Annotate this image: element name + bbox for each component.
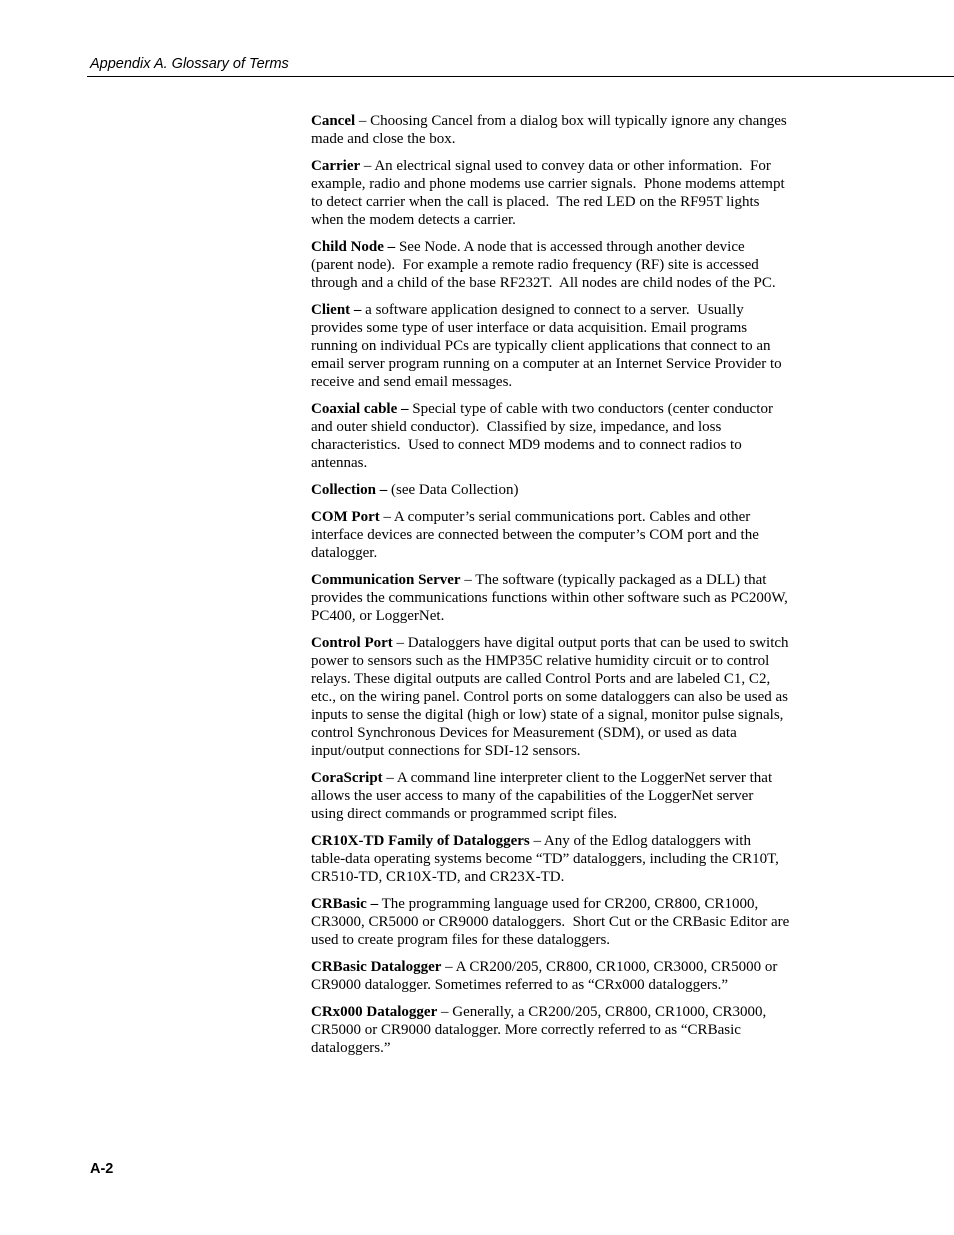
definition-line: through and a child of the base RF232T. All nodes are child nodes of the PC. [311, 275, 776, 291]
glossary-entry [311, 634, 831, 760]
definition-line: CR9000 datalogger. Sometimes referred to as “CRx000 dataloggers.” [311, 977, 728, 993]
definition-line: relays. These digital outputs are called Control Ports and are labeled C1, C2, [311, 671, 771, 687]
glossary-entry [311, 400, 831, 472]
definition-line: a software application designed to connect to a server. Usually [365, 302, 744, 318]
definition-line: to detect carrier when the call is placed. The red LED on the RF95T lights [311, 194, 760, 210]
term-separator: – [355, 113, 371, 129]
definition-line: CR3000, CR5000 or CR9000 dataloggers. Short Cut or the CRBasic Editor are [311, 914, 790, 930]
glossary-term: CoraScript [311, 770, 383, 786]
glossary-term: COM Port [311, 509, 380, 525]
definition-line: used to create program files for these dataloggers. [311, 932, 611, 948]
glossary-entry [311, 481, 831, 499]
glossary-entry [311, 301, 831, 391]
glossary-entry [311, 238, 831, 292]
definition-line: table-data operating systems become “TD” dataloggers, including the CR10T, [311, 851, 779, 867]
definition-line: datalogger. [311, 545, 378, 561]
term-separator: – [529, 833, 544, 849]
definition-line: See Node. A node that is accessed through another device [398, 239, 745, 255]
definition-line: Special type of cable with two conductors (center conductor [412, 401, 773, 417]
definition-line: Generally, a CR200/205, CR800, CR1000, CR3000, [452, 1004, 767, 1020]
glossary-term: Cancel [311, 113, 356, 129]
term-separator: – [379, 509, 394, 525]
term-separator: – [382, 770, 397, 786]
glossary-list [311, 112, 831, 1066]
definition-line: and outer shield conductor). Classified by size, impedance, and loss [311, 419, 722, 435]
glossary-term: Coaxial cable – [311, 401, 409, 417]
definition-line: CR510-TD, CR10X-TD, and CR23X-TD. [311, 869, 565, 885]
definition-line: dataloggers.” [311, 1040, 391, 1056]
definition-line: control Synchronous Devices for Measurement (SDM), or used as data [311, 725, 737, 741]
running-header: Appendix A. Glossary of Terms [90, 56, 289, 72]
definition-line: allows the user access to many of the capabilities of the LoggerNet server [311, 788, 754, 804]
glossary-term: Control Port [311, 635, 393, 651]
definition-line: Choosing Cancel from a dialog box will typically ignore any changes [370, 113, 787, 129]
glossary-entry [311, 958, 831, 994]
definition-line: antennas. [311, 455, 368, 471]
definition-line: (parent node). For example a remote radio frequency (RF) site is accessed [311, 257, 759, 273]
glossary-entry [311, 895, 831, 949]
definition-line: (see Data Collection) [391, 482, 519, 498]
definition-line: input/output connections for SDI-12 sensors. [311, 743, 581, 759]
definition-line: example, radio and phone modems use carrier signals. Phone modems attempt [311, 176, 785, 192]
glossary-term: Client – [311, 302, 362, 318]
glossary-entry [311, 157, 831, 229]
glossary-term: CR10X-TD Family of Dataloggers [311, 833, 530, 849]
definition-line: An electrical signal used to convey data or other information. For [374, 158, 771, 174]
definition-line: PC400, or LoggerNet. [311, 608, 445, 624]
term-separator: – [441, 959, 456, 975]
definition-line: Dataloggers have digital output ports that can be used to switch [407, 635, 789, 651]
definition-line: provides some type of user interface or data acquisition. Email programs [311, 320, 748, 336]
definition-line: CR5000 or CR9000 datalogger. More correctly referred to as “CRBasic [311, 1022, 741, 1038]
term-separator: – [392, 635, 408, 651]
glossary-term: CRBasic Datalogger [311, 959, 442, 975]
definition-line: inputs to sense the digital (high or low) state of a signal, monitor pulse signals, [311, 707, 784, 723]
definition-line: email server program running on a computer at an Internet Service Provider to [311, 356, 782, 372]
glossary-entry [311, 832, 831, 886]
term-separator: – [460, 572, 476, 588]
definition-line: when the modem detects a carrier. [311, 212, 516, 228]
glossary-entry [311, 1003, 831, 1057]
definition-line: made and close the box. [311, 131, 456, 147]
definition-line: Any of the Edlog dataloggers with [543, 833, 751, 849]
definition-line: characteristics. Used to connect MD9 modems and to connect radios to [311, 437, 742, 453]
definition-line: The software (typically packaged as a DLL) that [475, 572, 767, 588]
definition-line: interface devices are connected between the computer’s COM port and the [311, 527, 759, 543]
definition-line: A CR200/205, CR800, CR1000, CR3000, CR5000 or [455, 959, 778, 975]
glossary-term: Child Node – [311, 239, 396, 255]
glossary-entry [311, 571, 831, 625]
definition-line: running on individual PCs are typically client applications that connect to an [311, 338, 771, 354]
definition-line: A computer’s serial communications port. Cables and other [393, 509, 751, 525]
definition-line: etc., on the wiring panel. Control ports on some dataloggers can also be used as [311, 689, 788, 705]
definition-line: A command line interpreter client to the LoggerNet server that [396, 770, 773, 786]
page-number: A-2 [90, 1161, 114, 1177]
glossary-term: Carrier [311, 158, 361, 174]
glossary-term: Collection – [311, 482, 388, 498]
definition-line: The programming language used for CR200, CR800, CR1000, [381, 896, 759, 912]
glossary-term: Communication Server [311, 572, 461, 588]
definition-line: provides the communications functions within other software such as PC200W, [311, 590, 788, 606]
term-separator: – [437, 1004, 453, 1020]
glossary-entry [311, 769, 831, 823]
definition-line: receive and send email messages. [311, 374, 513, 390]
definition-line: power to sensors such as the HMP35C relative humidity circuit or to control [311, 653, 770, 669]
glossary-term: CRx000 Datalogger [311, 1004, 438, 1020]
header-rule [87, 76, 954, 77]
glossary-entry [311, 508, 831, 562]
glossary-entry [311, 112, 831, 148]
definition-line: using direct commands or programmed script files. [311, 806, 618, 822]
term-separator: – [360, 158, 375, 174]
glossary-term: CRBasic – [311, 896, 379, 912]
